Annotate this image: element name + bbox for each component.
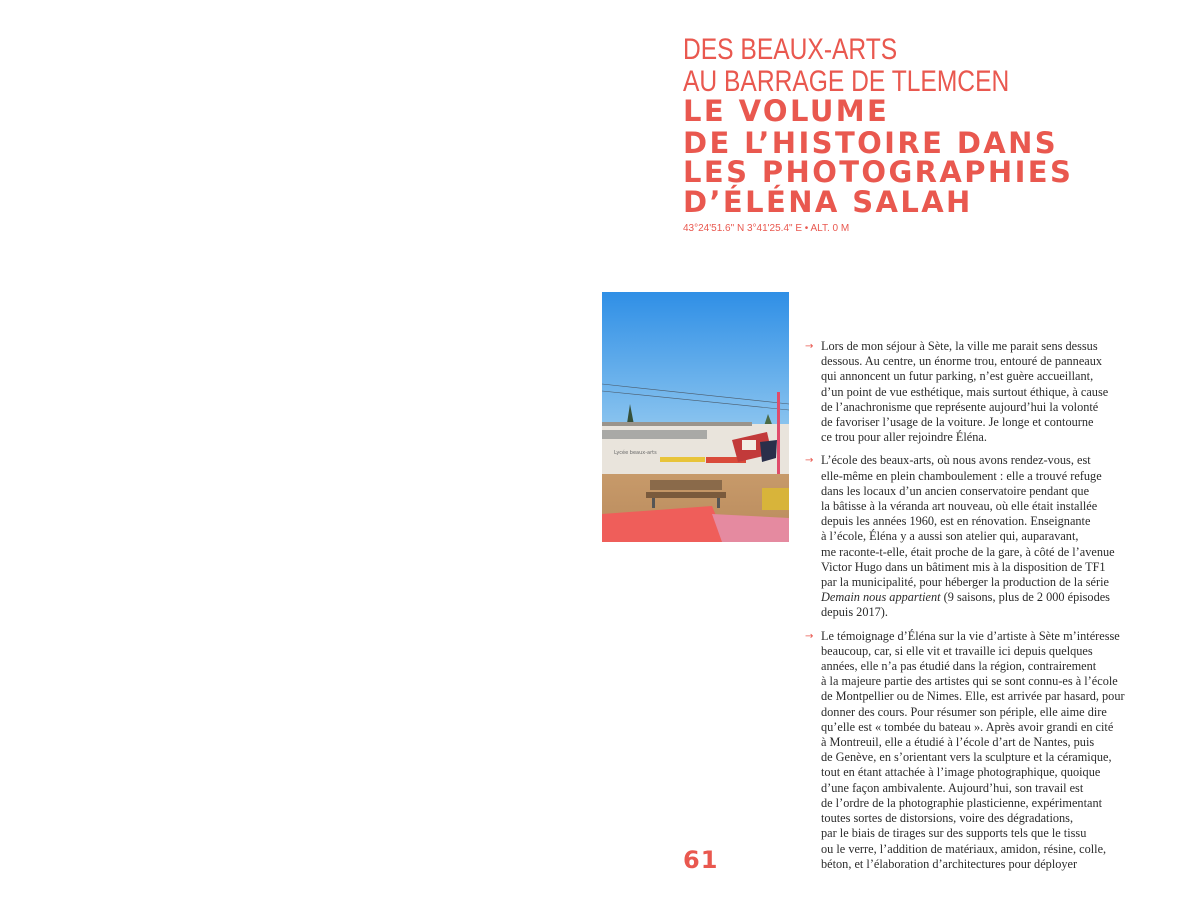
article-title-line-2: DE L’HISTOIRE DANS (683, 126, 1059, 160)
window-band (602, 430, 707, 439)
article-title-line-4: D’ÉLÉNA SALAH (683, 185, 973, 219)
series-line: Demain nous appartient (9 saisons, plus de 2 000 épisodes (821, 590, 1110, 605)
article-subtitle-line-2: AU BARRAGE DE TLEMCEN (683, 65, 1010, 98)
schoolyard-photo (602, 292, 789, 542)
pink-floor-paint (712, 514, 789, 542)
arrow-right-icon: → (805, 455, 814, 467)
paragraph: → Lors de mon séjour à Sète, la ville me parait sens dessus dessous. Au centre, un énorme trou, entouré de panneaux qui annoncent un futur parking, n’est guère accueillant, d’un point de vue esthétique, mais surtout éthique, à cause de l’anachronisme que représente aujourd’hui la volonté de favoriser l’usage de la voiture. Je longe et contourne ce trou pour aller rejoindre Éléna. (805, 339, 1109, 445)
article-body (805, 339, 1185, 880)
paragraph: → Le témoignage d’Éléna sur la vie d’artiste à Sète m’intéresse beaucoup, car, si elle vit et travaille ici depuis quelques années, elle n’a pas étudié dans la région, contrairement à la majeure partie des artistes qui se sont connu-es à l’école de Montpellier ou de Nimes. Elle, est arrivée par hasard, pour donner des cours. Pour résumer son périple, elle aime dire qu’elle est « tombée du bateau ». Après avoir grandi en cité à Montreuil, elle a étudié à l’école d’art de Nantes, puis de Genève, en s’orientant vers la sculpture et la céramique, tout en étant attachée à l’image photographique, quoique d’une façon ambivalente. Aujourd’hui, son travail est de l’ordre de la photographie plasticienne, expérimentant toutes sortes de distorsions, voire des dégradations, par le biais de tirages sur des supports tels que le tissu ou le verre, l’addition de matériaux, amidon, résine, colle, béton, et l’élaboration d’architectures pour déployer (805, 628, 1125, 871)
bench-leg (652, 498, 655, 508)
bench-leg (717, 498, 720, 508)
page-number: 61 (683, 846, 719, 874)
bench-backrest (650, 480, 722, 490)
arrow-right-icon: → (805, 630, 814, 642)
article-subtitle-line-1: DES BEAUX-ARTS (683, 33, 898, 66)
wall-graffiti: Lycée beaux-arts (614, 450, 657, 456)
building-roof (602, 422, 752, 426)
article-title-line-3: LES PHOTOGRAPHIES (683, 155, 1074, 189)
planter (762, 488, 789, 510)
arrow-right-icon: → (805, 341, 814, 352)
article-title-line-1: LE VOLUME (683, 94, 890, 128)
paragraph: → L’école des beaux-arts, où nous avons rendez-vous, est elle-même en plein chamboulement : elle a trouvé refuge dans les locaux d’un ancien conservatoire pendant que la bâtisse à la véranda art nouveau, où elle était installée depuis les années 1960, est en rénovation. Enseignante à l’école, Éléna y a aussi son atelier qui, auparavant, me raconte-t-elle, était proche de la gare, à côté de l’avenue Victor Hugo dans un bâtiment mis à la disposition de TF1 par la municipalité, pour héberger la production de la série Demain nous appartient (9 saisons, plus de 2 000 épisodes depuis 2017). (805, 453, 1185, 620)
bench-seat (646, 492, 726, 498)
series-title: Demain nous appartient (821, 590, 941, 605)
gps-coordinates: 43°24'51.6" N 3°41'25.4" E • ALT. 0 M (683, 223, 850, 234)
yellow-stripe (660, 457, 705, 462)
mural-sign (742, 440, 756, 450)
